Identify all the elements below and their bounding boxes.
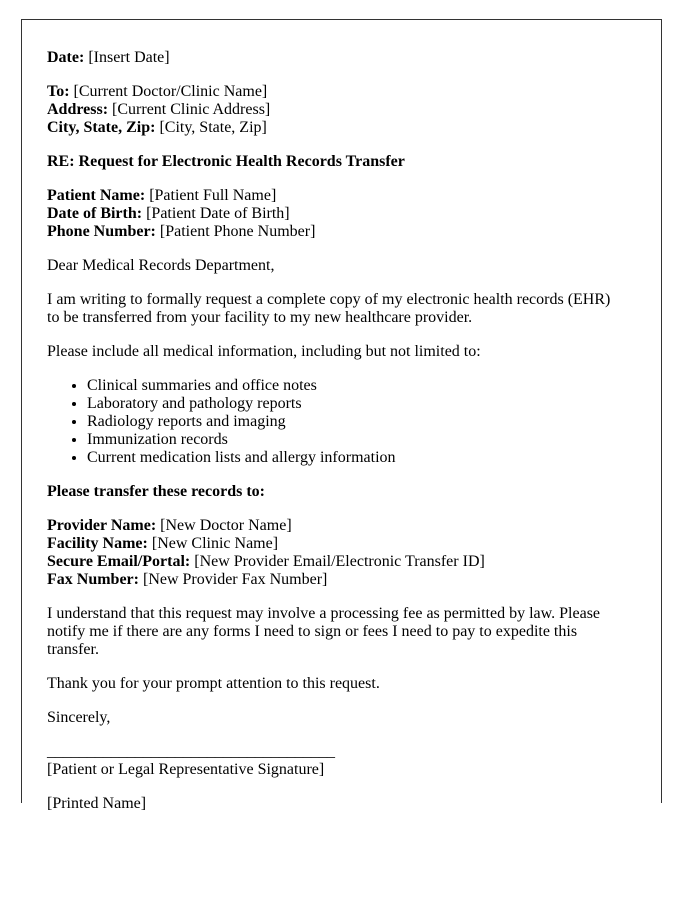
letter-page — [21, 19, 662, 812]
field-label: Secure Email/Portal: — [47, 553, 191, 570]
section-heading-text: Please transfer these records to: — [47, 483, 265, 500]
field-label: Phone Number: — [47, 223, 156, 240]
field-value: [Patient Phone Number] — [155, 223, 316, 240]
field-group — [47, 49, 619, 67]
field-label: Date: — [47, 49, 85, 66]
field-label: Fax Number: — [47, 571, 139, 588]
list-item: • Immunization records — [87, 431, 619, 449]
field-label: City, State, Zip: — [47, 119, 156, 136]
signature-label: [Patient or Legal Representative Signature] — [47, 761, 325, 778]
field-value: [Current Doctor/Clinic Name] — [69, 83, 268, 100]
field-value: [Current Clinic Address] — [108, 101, 271, 118]
section-heading-text: RE: Request for Electronic Health Records Transfer — [47, 153, 405, 170]
list-item: • Radiology reports and imaging — [87, 413, 619, 431]
letter-paragraph: I understand that this request may involve a processing fee as permitted by law. Please notify me if there are any forms I need to sign or fees I need to pay to expedite this transfer. — [47, 605, 601, 658]
field-value: [New Provider Email/Electronic Transfer ID] — [190, 553, 485, 570]
field-value: [New Clinic Name] — [147, 535, 279, 552]
field-group — [47, 517, 619, 589]
letter-paragraph: I am writing to formally request a complete copy of my electronic health records (EHR) to be transferred from your facility to my new healthcare provider. — [47, 291, 611, 326]
field-label: Patient Name: — [47, 187, 146, 204]
section-heading — [47, 153, 619, 171]
section-heading — [47, 483, 619, 501]
field-value: [Patient Full Name] — [145, 187, 277, 204]
field-label: Facility Name: — [47, 535, 148, 552]
field-value: [Insert Date] — [84, 49, 170, 66]
letter-paragraph: Please include all medical information, including but not limited to: — [47, 343, 481, 360]
field-label: Provider Name: — [47, 517, 157, 534]
field-value: [City, State, Zip] — [155, 119, 267, 136]
letter-paragraph: [Printed Name] — [47, 795, 147, 812]
field-value: [Patient Date of Birth] — [142, 205, 290, 222]
field-group — [47, 187, 619, 241]
field-label: To: — [47, 83, 70, 100]
list-item: • Laboratory and pathology reports — [87, 395, 619, 413]
list-item: • Clinical summaries and office notes — [87, 377, 619, 395]
list-item: • Current medication lists and allergy information — [87, 449, 619, 467]
letter-paragraph: Sincerely, — [47, 709, 111, 726]
letter-paragraph: Thank you for your prompt attention to this request. — [47, 675, 380, 692]
signature-line: ____________________________________ — [47, 743, 335, 760]
records-list — [47, 377, 619, 467]
letter-paragraph: Dear Medical Records Department, — [47, 257, 275, 274]
field-value: [New Provider Fax Number] — [138, 571, 328, 588]
field-label: Address: — [47, 101, 109, 118]
field-value: [New Doctor Name] — [156, 517, 292, 534]
signature-block — [47, 743, 619, 779]
field-label: Date of Birth: — [47, 205, 143, 222]
field-group — [47, 83, 619, 137]
